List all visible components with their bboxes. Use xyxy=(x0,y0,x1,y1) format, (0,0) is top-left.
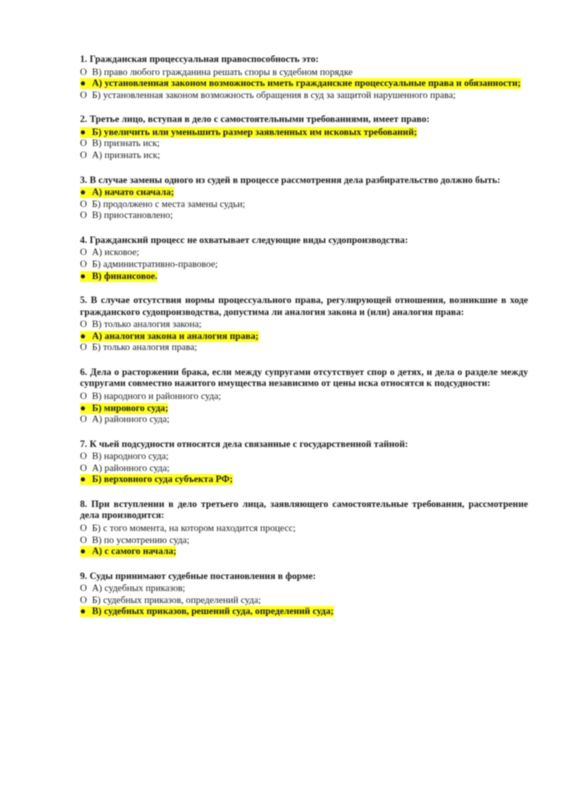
answer-highlight xyxy=(80,127,417,138)
answer-text-wrap xyxy=(80,138,160,149)
answer-text-wrap xyxy=(80,342,197,353)
answer-text: Б) судебных приказов, определений суда; xyxy=(92,594,261,606)
answer-text-wrap xyxy=(80,535,189,546)
answer-text: Б) только аналогия права; xyxy=(92,342,198,354)
answer-text-wrap xyxy=(80,463,170,474)
answer-option[interactable] xyxy=(80,463,528,475)
answer-option-correct[interactable] xyxy=(80,187,528,199)
answer-highlight xyxy=(80,331,259,342)
radio-empty-icon[interactable]: O xyxy=(80,66,87,78)
radio-empty-icon[interactable]: O xyxy=(80,451,87,463)
answer-text: А) начато сначала; xyxy=(92,187,175,199)
question-title: 6. Дела о расторжении брака, если между супругами отсутствует спор о детях, и дела о разделе между супругами совместно нажитого имущества независимо от цены иска относятся к подсудности: xyxy=(80,366,528,390)
radio-empty-icon[interactable]: O xyxy=(80,198,87,210)
answer-option[interactable] xyxy=(80,138,528,150)
question-title: 3. В случае замены одного из судей в процессе рассмотрения дела разбирательство должно быть: xyxy=(80,174,501,186)
answer-option[interactable] xyxy=(80,535,528,547)
answer-text-wrap xyxy=(80,210,173,221)
answer-text-wrap xyxy=(80,583,185,594)
answer-text: В) судебных приказов, решений суда, определений суда; xyxy=(92,606,334,618)
answer-text-wrap xyxy=(80,259,218,270)
question-title: 4. Гражданский процесс не охватывает следующие виды судопроизводства: xyxy=(80,234,409,246)
question-block xyxy=(80,439,528,486)
answer-option[interactable] xyxy=(80,414,528,426)
answer-text: А) районного суда; xyxy=(92,414,170,426)
answer-text-wrap xyxy=(80,319,202,330)
answer-option[interactable] xyxy=(80,342,528,354)
answer-text-wrap xyxy=(80,247,139,258)
radio-empty-icon[interactable]: O xyxy=(80,258,87,270)
radio-empty-icon[interactable]: O xyxy=(80,414,87,426)
answer-highlight xyxy=(80,271,157,282)
answer-option-correct[interactable] xyxy=(80,474,528,486)
radio-selected-icon[interactable]: ● xyxy=(80,474,86,486)
answer-text: В) приостановлено; xyxy=(92,210,173,222)
question-block xyxy=(80,114,528,161)
radio-selected-icon[interactable]: ● xyxy=(80,187,86,199)
answer-highlight xyxy=(80,606,334,617)
radio-empty-icon[interactable]: O xyxy=(80,149,87,161)
answer-text: Б) административно-правовое; xyxy=(92,258,218,270)
answer-text: В) народного суда; xyxy=(92,451,169,463)
radio-empty-icon[interactable]: O xyxy=(80,583,87,595)
radio-selected-icon[interactable]: ● xyxy=(80,606,86,618)
answer-text: А) аналогия закона и аналогия права; xyxy=(92,330,259,342)
answer-option[interactable] xyxy=(80,90,528,102)
answer-text-wrap xyxy=(80,67,353,78)
radio-selected-icon[interactable]: ● xyxy=(80,546,86,558)
answer-text: В) народного и районного суда; xyxy=(92,390,222,402)
answer-text: Б) верховного суда субъекта РФ; xyxy=(92,474,233,486)
question-block xyxy=(80,499,528,558)
answer-text: А) признать иск; xyxy=(92,149,161,161)
answer-text: А) установленная законом возможность иметь гражданские процессуальные права и обязанности; xyxy=(92,78,521,90)
answer-text-wrap xyxy=(80,414,170,425)
question-block xyxy=(80,54,528,101)
answer-highlight xyxy=(80,78,521,89)
answer-option-correct[interactable] xyxy=(80,127,528,139)
answer-text: В) право любого гражданина решать споры в судебном порядке xyxy=(92,66,353,78)
question-block xyxy=(80,571,528,618)
answer-text: В) только аналогия закона; xyxy=(92,319,202,331)
answer-option-correct[interactable] xyxy=(80,546,528,558)
answer-option-correct[interactable] xyxy=(80,606,528,618)
answer-text: Б) установленная законом возможность обращения в суд за защитой нарушенного права; xyxy=(92,89,456,101)
answer-text: А) судебных приказов; xyxy=(92,583,186,595)
answer-text: А) исковое; xyxy=(92,247,140,259)
radio-empty-icon[interactable]: O xyxy=(80,247,87,259)
answer-highlight xyxy=(80,187,174,198)
answer-option-correct[interactable] xyxy=(80,331,528,343)
radio-empty-icon[interactable]: O xyxy=(80,210,87,222)
answer-text: Б) с того момента, на котором находится процесс; xyxy=(92,522,296,534)
question-list xyxy=(80,54,528,618)
answer-option[interactable] xyxy=(80,319,528,331)
answer-option-correct[interactable] xyxy=(80,271,528,283)
radio-selected-icon[interactable]: ● xyxy=(80,78,86,90)
answer-option[interactable] xyxy=(80,150,528,162)
radio-selected-icon[interactable]: ● xyxy=(80,270,86,282)
answer-option[interactable] xyxy=(80,199,528,211)
answer-option-correct[interactable] xyxy=(80,403,528,415)
answer-option[interactable] xyxy=(80,583,528,595)
answer-text: В) признать иск; xyxy=(92,138,160,150)
question-block xyxy=(80,367,528,426)
answer-text: Б) продолжено с места замены судьи; xyxy=(92,198,246,210)
answer-option[interactable] xyxy=(80,451,528,463)
question-title: 9. Суды принимают судебные постановления в форме: xyxy=(80,570,316,582)
question-block xyxy=(80,175,528,222)
radio-empty-icon[interactable]: O xyxy=(80,594,87,606)
answer-option-correct[interactable] xyxy=(80,78,528,90)
radio-empty-icon[interactable]: O xyxy=(80,462,87,474)
answer-text: А) районного суда; xyxy=(92,462,170,474)
answer-text-wrap xyxy=(80,90,456,101)
answer-text: Б) мирового суда; xyxy=(92,402,169,414)
radio-selected-icon[interactable]: ● xyxy=(80,402,86,414)
question-title: 1. Гражданская процессуальная правоспособность это: xyxy=(80,54,319,65)
answer-highlight xyxy=(80,403,168,414)
answer-option[interactable] xyxy=(80,391,528,403)
answer-text: А) с самого начала; xyxy=(92,546,177,558)
question-title: 8. При вступлении в дело третьего лица, заявляющего самостоятельные требования, рассмотрение дела производится: xyxy=(80,498,528,522)
answer-text: В) по усмотрению суда; xyxy=(92,534,190,546)
answer-option[interactable] xyxy=(80,210,528,222)
answer-text-wrap xyxy=(80,150,160,161)
answer-text: Б) увеличить или уменьшить размер заявленных им исковых требований; xyxy=(92,126,418,138)
question-title: 5. В случае отсутствия нормы процессуального права, регулирующей отношения, возникшие в ходе гражданского судопроизводства, допустима ли аналогия закона и (или) аналогия права: xyxy=(80,295,528,318)
answer-highlight xyxy=(80,546,176,557)
radio-empty-icon[interactable]: O xyxy=(80,390,87,402)
radio-empty-icon[interactable]: O xyxy=(80,138,87,150)
question-title: 2. Третье лицо, вступая в дело с самостоятельными требованиями, имеет право: xyxy=(80,114,430,126)
radio-empty-icon[interactable]: O xyxy=(80,319,87,331)
answer-text: В) финансовое. xyxy=(92,270,158,282)
answer-option[interactable] xyxy=(80,259,528,271)
answer-text-wrap xyxy=(80,451,169,462)
answer-option[interactable] xyxy=(80,67,528,79)
question-title: 7. К чьей подсудности относятся дела связанные с государственной тайной: xyxy=(80,438,409,450)
answer-text-wrap xyxy=(80,595,261,606)
radio-selected-icon[interactable]: ● xyxy=(80,330,86,342)
answer-text-wrap xyxy=(80,391,221,402)
question-block xyxy=(80,235,528,282)
question-block xyxy=(80,295,528,354)
answer-option[interactable] xyxy=(80,247,528,259)
radio-empty-icon[interactable]: O xyxy=(80,342,87,354)
radio-empty-icon[interactable]: O xyxy=(80,522,87,534)
radio-empty-icon[interactable]: O xyxy=(80,534,87,546)
answer-option[interactable] xyxy=(80,523,528,535)
answer-text-wrap xyxy=(80,523,296,534)
answer-text-wrap xyxy=(80,199,245,210)
answer-highlight xyxy=(80,474,233,485)
radio-empty-icon[interactable]: O xyxy=(80,89,87,101)
radio-selected-icon[interactable]: ● xyxy=(80,126,86,138)
answer-option[interactable] xyxy=(80,595,528,607)
